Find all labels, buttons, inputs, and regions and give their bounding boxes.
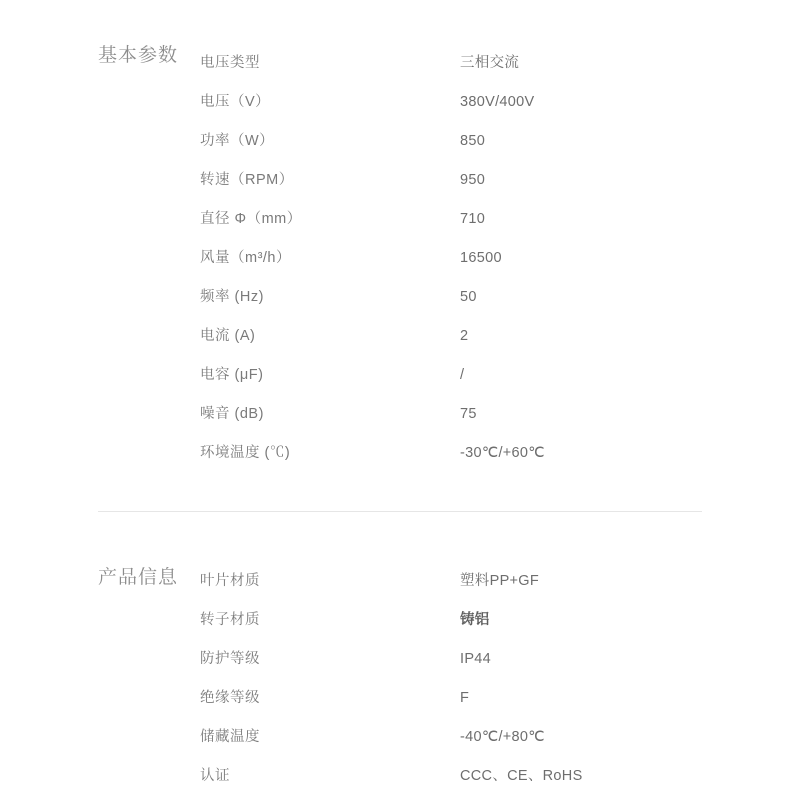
spec-list-basic-parameters xyxy=(200,42,800,473)
spec-row xyxy=(200,356,800,395)
spec-row xyxy=(200,239,800,278)
spec-list-product-information xyxy=(200,560,800,796)
spec-label: 转速（RPM） xyxy=(200,172,294,188)
spec-label: 电压（V） xyxy=(200,94,271,110)
spec-row xyxy=(200,601,800,640)
section-product-information xyxy=(0,512,800,796)
spec-row xyxy=(200,317,800,356)
spec-value: CCC、CE、RoHS xyxy=(460,768,583,784)
spec-value: 50 xyxy=(460,289,477,305)
spec-row xyxy=(200,640,800,679)
spec-row xyxy=(200,278,800,317)
spec-label: 认证 xyxy=(200,768,230,784)
spec-value: 16500 xyxy=(460,250,502,266)
spec-value: -40℃/+80℃ xyxy=(460,729,545,745)
spec-value: 850 xyxy=(460,133,486,149)
spec-label: 叶片材质 xyxy=(200,573,260,589)
spec-label: 频率 (Hz) xyxy=(200,289,264,305)
spec-row xyxy=(200,434,800,473)
spec-row xyxy=(200,83,800,122)
spec-row xyxy=(200,200,800,239)
spec-row xyxy=(200,718,800,757)
section-title-product-information: 产品信息 xyxy=(98,567,179,588)
spec-label: 电流 (A) xyxy=(200,328,256,344)
spec-label: 环境温度 (℃) xyxy=(200,445,291,461)
spec-value: 710 xyxy=(460,211,486,227)
spec-value: F xyxy=(460,690,470,706)
spec-value: 三相交流 xyxy=(460,55,520,71)
spec-value: 2 xyxy=(460,328,469,344)
spec-label: 功率（W） xyxy=(200,133,275,149)
spec-value: 75 xyxy=(460,406,477,422)
spec-value: 380V/400V xyxy=(460,94,535,110)
spec-label: 电压类型 xyxy=(200,55,260,71)
spec-label: 绝缘等级 xyxy=(200,690,260,706)
spec-label: 转子材质 xyxy=(200,612,260,628)
spec-value: -30℃/+60℃ xyxy=(460,445,545,461)
spec-value: 塑料PP+GF xyxy=(460,573,540,589)
spec-row xyxy=(200,679,800,718)
spec-row xyxy=(200,122,800,161)
spec-label: 噪音 (dB) xyxy=(200,406,264,422)
spec-value: IP44 xyxy=(460,651,492,667)
spec-row xyxy=(200,161,800,200)
section-title-basic-parameters: 基本参数 xyxy=(98,45,179,66)
spec-value: / xyxy=(460,367,465,383)
spec-label: 电容 (μF) xyxy=(200,367,264,383)
spec-row xyxy=(200,44,800,83)
spec-label: 储藏温度 xyxy=(200,729,260,745)
spec-label: 防护等级 xyxy=(200,651,260,667)
spec-label: 风量（m³/h） xyxy=(200,250,291,266)
spec-label: 直径 Φ（mm） xyxy=(200,211,302,227)
spec-value: 950 xyxy=(460,172,486,188)
spec-row xyxy=(200,395,800,434)
spec-row xyxy=(200,562,800,601)
spec-row xyxy=(200,757,800,796)
spec-value: 铸铝 xyxy=(460,612,490,628)
